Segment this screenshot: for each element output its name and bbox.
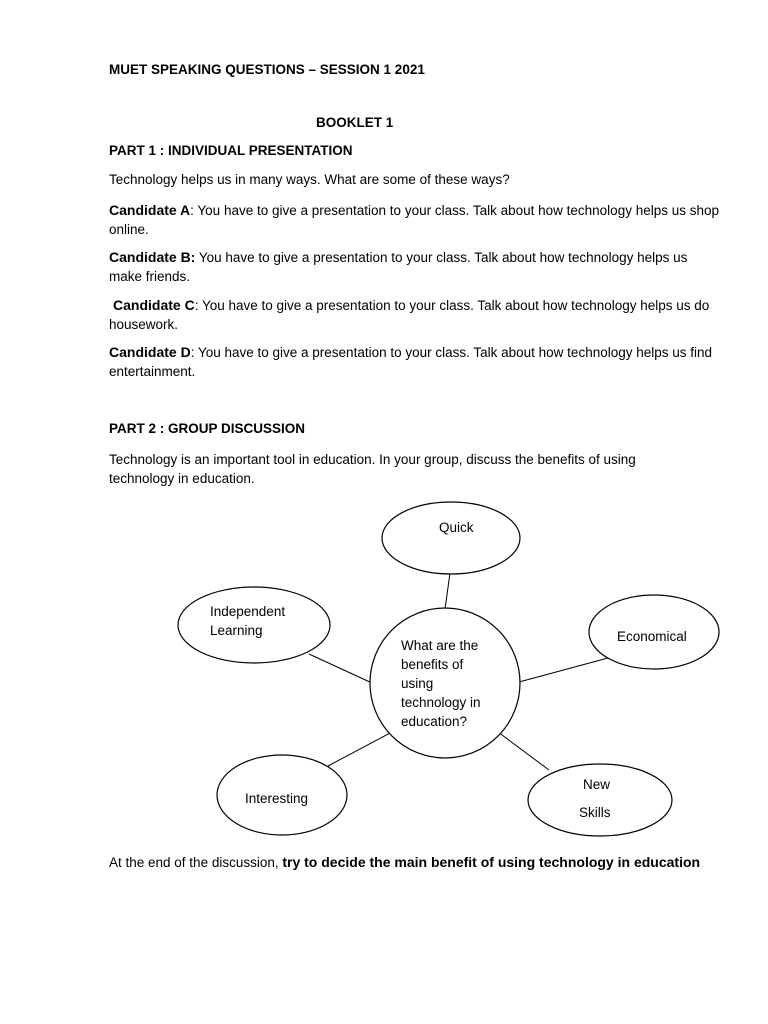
node-new-skills xyxy=(528,764,672,836)
closing-plain: At the end of the discussion, xyxy=(109,855,283,870)
connector-interesting xyxy=(328,732,392,766)
candidate-label: Candidate D xyxy=(109,344,191,360)
label-center-4: technology in xyxy=(401,695,481,710)
connector-economical xyxy=(519,658,608,682)
label-center-2: benefits of xyxy=(401,657,464,672)
closing-bold: try to decide the main benefit of using technology in education xyxy=(282,854,701,870)
candidate-label: Candidate A xyxy=(109,202,191,218)
booklet-label: BOOKLET 1 xyxy=(316,115,394,130)
label-center-5: education? xyxy=(401,714,468,729)
label-economical: Economical xyxy=(617,629,687,644)
label-interesting: Interesting xyxy=(245,791,309,806)
part1-heading: PART 1 : INDIVIDUAL PRESENTATION xyxy=(109,143,353,158)
candidate-text: : You have to give a presentation to your class. Talk about how technology helps us find entertainment. xyxy=(109,345,713,379)
label-center-3: using xyxy=(401,676,434,691)
node-quick xyxy=(382,502,520,574)
label-quick: Quick xyxy=(439,520,474,535)
label-new: New xyxy=(583,777,611,792)
label-independent-2: Learning xyxy=(210,623,263,638)
label-skills: Skills xyxy=(579,805,611,820)
label-independent-1: Independent xyxy=(210,604,286,619)
candidate-text: : You have to give a presentation to your class. Talk about how technology helps us do housework. xyxy=(109,298,710,332)
candidate-label: Candidate B: xyxy=(109,249,196,265)
label-center-1: What are the xyxy=(401,638,479,653)
part1-intro: Technology helps us in many ways. What are some of these ways? xyxy=(109,172,510,187)
candidate-text: : You have to give a presentation to your class. Talk about how technology helps us shop online. xyxy=(109,203,720,237)
node-center-question xyxy=(370,608,520,758)
document-title: MUET SPEAKING QUESTIONS – SESSION 1 2021 xyxy=(109,62,425,77)
part2-intro: Technology is an important tool in education. In your group, discuss the benefits of using technology in education. xyxy=(109,452,636,486)
connector-quick xyxy=(445,573,450,609)
candidate-label: Candidate C xyxy=(113,297,195,313)
part2-heading: PART 2 : GROUP DISCUSSION xyxy=(109,421,306,436)
connector-new-skills xyxy=(498,732,549,770)
connector-independent xyxy=(309,654,372,683)
candidate-text: You have to give a presentation to your class. Talk about how technology helps us make friends. xyxy=(109,250,688,284)
closing-instruction xyxy=(109,854,700,870)
